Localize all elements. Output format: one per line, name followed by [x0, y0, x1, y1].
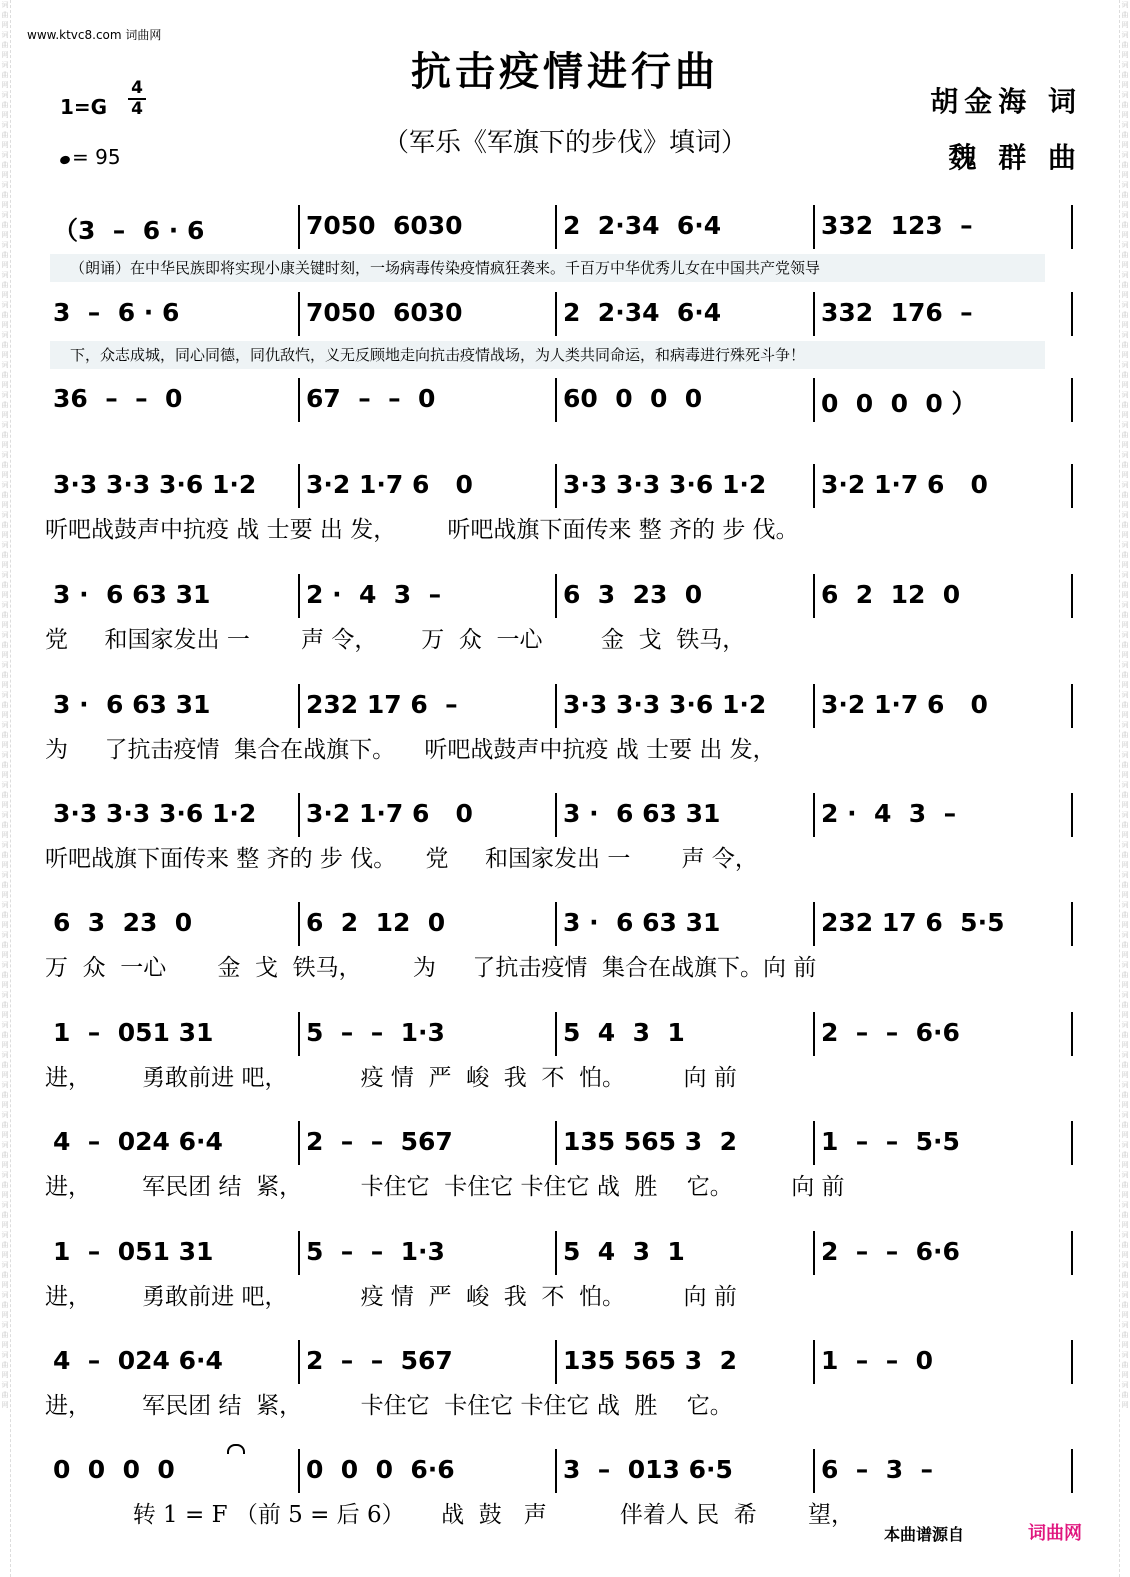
measure-notes: 3·3 3·3 3·6 1·2 — [53, 470, 257, 499]
right-watermark-strip: 词曲网词曲网词曲网词曲网词曲网词曲网词曲网词曲网词曲网词曲网词曲网词曲网词曲网词曲网词曲网词曲网词曲网词曲网词曲网词曲网词曲网词曲网词曲网词曲网词曲网词曲网词曲网词曲网词曲网词曲网词曲网词曲网词曲网词曲网词曲网词曲网词曲网词曲网词曲网词曲网词曲网词曲网词曲网词曲网词曲网词曲网词曲网 — [1119, 0, 1130, 1577]
composer-credit: 魏 群 曲 — [948, 141, 1082, 174]
lyric-line: 党 和国家发出 一 声 令， 万 众 一心 金 戈 铁马， — [45, 627, 746, 653]
measure-notes: 332 123 – — [821, 211, 973, 240]
measure-notes: 5 – – 1·3 — [306, 1237, 445, 1266]
lyric-line: 万 众 一心 金 戈 铁马， 为 了抗击疫情 集合在战旗下。向 前 — [45, 955, 817, 981]
measure-notes: 135 565 3 2 — [563, 1346, 737, 1375]
measure-notes: 232 17 6 – — [306, 690, 458, 719]
key-signature: 1=G — [60, 95, 108, 119]
score-row — [45, 378, 1075, 418]
bar-line — [298, 793, 300, 837]
lyric-line: 进， 军民团 结 紧， 卡住它 卡住它 卡住它 战 胜 它。 向 前 — [45, 1174, 845, 1200]
source-label: 本曲谱源自 — [884, 1525, 965, 1544]
tempo-marking — [60, 145, 121, 169]
time-signature — [128, 80, 146, 118]
measure-notes: 2 – – 6·6 — [821, 1018, 960, 1047]
bar-line — [298, 902, 300, 946]
left-watermark-strip: 词曲网词曲网词曲网词曲网词曲网词曲网词曲网词曲网词曲网词曲网词曲网词曲网词曲网词曲网词曲网词曲网词曲网词曲网词曲网词曲网词曲网词曲网词曲网词曲网词曲网词曲网词曲网词曲网词曲网词曲网词曲网词曲网词曲网词曲网词曲网词曲网词曲网词曲网词曲网词曲网词曲网词曲网词曲网词曲网词曲网词曲网词曲网 — [0, 0, 11, 1577]
tempo-value: = 95 — [72, 145, 121, 169]
bar-line — [813, 574, 815, 618]
measure-notes: 3·3 3·3 3·6 1·2 — [563, 690, 767, 719]
measure-notes: 2 2·34 6·4 — [563, 298, 722, 327]
bar-line — [555, 1449, 557, 1493]
measure-notes: 3 – 6 · 6 — [53, 298, 180, 327]
bar-line — [298, 1449, 300, 1493]
narration-line-2: 下，众志成城，同心同德，同仇敌忾，义无反顾地走向抗击疫情战场，为人类共同命运，和病毒进行殊死斗争！ — [50, 341, 1045, 369]
song-title: 抗击疫情进行曲 — [411, 48, 719, 95]
measure-notes: 3 · 6 63 31 — [53, 690, 211, 719]
score-row — [45, 1449, 1075, 1489]
measure-notes: 135 565 3 2 — [563, 1127, 737, 1156]
bar-line — [555, 464, 557, 508]
measure-notes: 3·2 1·7 6 0 — [306, 470, 473, 499]
bar-line — [555, 793, 557, 837]
measure-notes: 3·2 1·7 6 0 — [821, 470, 988, 499]
bar-line — [298, 378, 300, 422]
measure-notes: 0 0 0 6·6 — [306, 1455, 455, 1484]
bar-line — [1071, 902, 1073, 946]
bar-line — [1071, 1340, 1073, 1384]
bar-line — [813, 205, 815, 249]
fermata-icon — [227, 1444, 245, 1454]
measure-notes: 36 – – 0 — [53, 384, 183, 413]
bar-line — [813, 292, 815, 336]
measure-notes: （3 – 6 · 6 — [53, 216, 205, 245]
bar-line — [298, 1340, 300, 1384]
bar-line — [813, 464, 815, 508]
measure-notes: 67 – – 0 — [306, 384, 436, 413]
bar-line — [1071, 1121, 1073, 1165]
measure-notes: 7050 6030 — [306, 298, 463, 327]
measure-notes: 1 – – 5·5 — [821, 1127, 960, 1156]
bar-line — [1071, 1449, 1073, 1493]
bar-line — [813, 1012, 815, 1056]
bar-line — [298, 1012, 300, 1056]
measure-notes: 5 4 3 1 — [563, 1018, 685, 1047]
measure-notes: 2 – – 567 — [306, 1127, 453, 1156]
site-logo[interactable]: 词曲网 — [1028, 1523, 1082, 1544]
measure-notes: 4 – 024 6·4 — [53, 1346, 223, 1375]
bar-line — [813, 793, 815, 837]
bar-line — [298, 684, 300, 728]
lyric-line: 进， 勇敢前进 吧， 疫 情 严 峻 我 不 怕。 向 前 — [45, 1284, 737, 1310]
bar-line — [555, 378, 557, 422]
measure-notes: 6 2 12 0 — [306, 908, 446, 937]
measure-notes: 0 0 0 0 — [53, 1455, 175, 1484]
quarter-note-icon — [59, 155, 71, 166]
bar-line — [555, 205, 557, 249]
measure-notes: 2 – – 567 — [306, 1346, 453, 1375]
bar-line — [555, 1012, 557, 1056]
bar-line — [1071, 574, 1073, 618]
narration-line-1: （朗诵）在中华民族即将实现小康关键时刻，一场病毒传染疫情疯狂袭来。千百万中华优秀儿女在中国共产党领导 — [50, 254, 1045, 282]
bar-line — [555, 292, 557, 336]
bar-line — [813, 684, 815, 728]
lyric-line: 为 了抗击疫情 集合在战旗下。 听吧战鼓声中抗疫 战 士要 出 发， — [45, 737, 776, 763]
bar-line — [555, 684, 557, 728]
bar-line — [813, 1121, 815, 1165]
measure-notes: 2 – – 6·6 — [821, 1237, 960, 1266]
bar-line — [1071, 1012, 1073, 1056]
score-row — [45, 793, 1075, 833]
measure-notes: 3·2 1·7 6 0 — [821, 690, 988, 719]
lyric-line: 进， 军民团 结 紧， 卡住它 卡住它 卡住它 战 胜 它。 — [45, 1393, 733, 1419]
measure-notes: 3·3 3·3 3·6 1·2 — [563, 470, 767, 499]
score-row — [45, 464, 1075, 504]
measure-notes: 6 2 12 0 — [821, 580, 961, 609]
bar-line — [1071, 464, 1073, 508]
time-bottom: 4 — [131, 99, 143, 119]
bar-line — [298, 464, 300, 508]
bar-line — [1071, 292, 1073, 336]
bar-line — [298, 205, 300, 249]
bar-line — [555, 1121, 557, 1165]
bar-line — [1071, 793, 1073, 837]
measure-notes: 2 · 4 3 – — [821, 799, 957, 828]
score-row — [45, 1231, 1075, 1271]
measure-notes: 3 – 013 6·5 — [563, 1455, 733, 1484]
bar-line — [1071, 684, 1073, 728]
song-subtitle: （军乐《军旗下的步伐》填词） — [382, 128, 747, 158]
bar-line — [1071, 1231, 1073, 1275]
measure-notes: 0 0 0 0 ） — [821, 389, 977, 418]
measure-notes: 3 · 6 63 31 — [563, 908, 721, 937]
measure-notes: 332 176 – — [821, 298, 973, 327]
measure-notes: 1 – 051 31 — [53, 1018, 214, 1047]
measure-notes: 60 0 0 0 — [563, 384, 703, 413]
bar-line — [298, 292, 300, 336]
bar-line — [813, 1231, 815, 1275]
score-row — [45, 902, 1075, 942]
score-row — [45, 574, 1075, 614]
lyricist-credit: 胡金海 词 — [930, 85, 1082, 118]
bar-line — [298, 1231, 300, 1275]
bar-line — [555, 1340, 557, 1384]
bar-line — [1071, 378, 1073, 422]
measure-notes: 232 17 6 5·5 — [821, 908, 1005, 937]
lyric-line: 听吧战鼓声中抗疫 战 士要 出 发， 听吧战旗下面传来 整 齐的 步 伐。 — [45, 517, 799, 543]
measure-notes: 3·2 1·7 6 0 — [306, 799, 473, 828]
score-row — [45, 205, 1075, 245]
score-row — [45, 684, 1075, 724]
measure-notes: 2 2·34 6·4 — [563, 211, 722, 240]
bar-line — [555, 1231, 557, 1275]
measure-notes: 3·3 3·3 3·6 1·2 — [53, 799, 257, 828]
bar-line — [555, 574, 557, 618]
measure-notes: 6 – 3 – — [821, 1455, 934, 1484]
site-url[interactable]: www.ktvc8.com 词曲网 — [27, 28, 162, 42]
lyric-line: 听吧战旗下面传来 整 齐的 步 伐。 党 和国家发出 一 声 令， — [45, 846, 758, 872]
measure-notes: 5 – – 1·3 — [306, 1018, 445, 1047]
bar-line — [813, 378, 815, 422]
measure-notes: 2 · 4 3 – — [306, 580, 442, 609]
score-row — [45, 1340, 1075, 1380]
bar-line — [813, 1449, 815, 1493]
score-row — [45, 1121, 1075, 1161]
measure-notes: 4 – 024 6·4 — [53, 1127, 223, 1156]
measure-notes: 3 · 6 63 31 — [53, 580, 211, 609]
measure-notes: 1 – 051 31 — [53, 1237, 214, 1266]
measure-notes: 6 3 23 0 — [563, 580, 703, 609]
time-top: 4 — [131, 78, 143, 98]
measure-notes: 7050 6030 — [306, 211, 463, 240]
bar-line — [298, 1121, 300, 1165]
lyric-line: 进， 勇敢前进 吧， 疫 情 严 峻 我 不 怕。 向 前 — [45, 1065, 737, 1091]
measure-notes: 3 · 6 63 31 — [563, 799, 721, 828]
bar-line — [1071, 205, 1073, 249]
bar-line — [555, 902, 557, 946]
measure-notes: 6 3 23 0 — [53, 908, 193, 937]
measure-notes: 5 4 3 1 — [563, 1237, 685, 1266]
bar-line — [298, 574, 300, 618]
measure-notes: 1 – – 0 — [821, 1346, 934, 1375]
bar-line — [813, 902, 815, 946]
score-row — [45, 1012, 1075, 1052]
score-row — [45, 292, 1075, 332]
lyric-line: 转 1 = F （前 5 = 后 6） 战 鼓 声 伴着人 民 希 望， — [45, 1502, 854, 1528]
bar-line — [813, 1340, 815, 1384]
